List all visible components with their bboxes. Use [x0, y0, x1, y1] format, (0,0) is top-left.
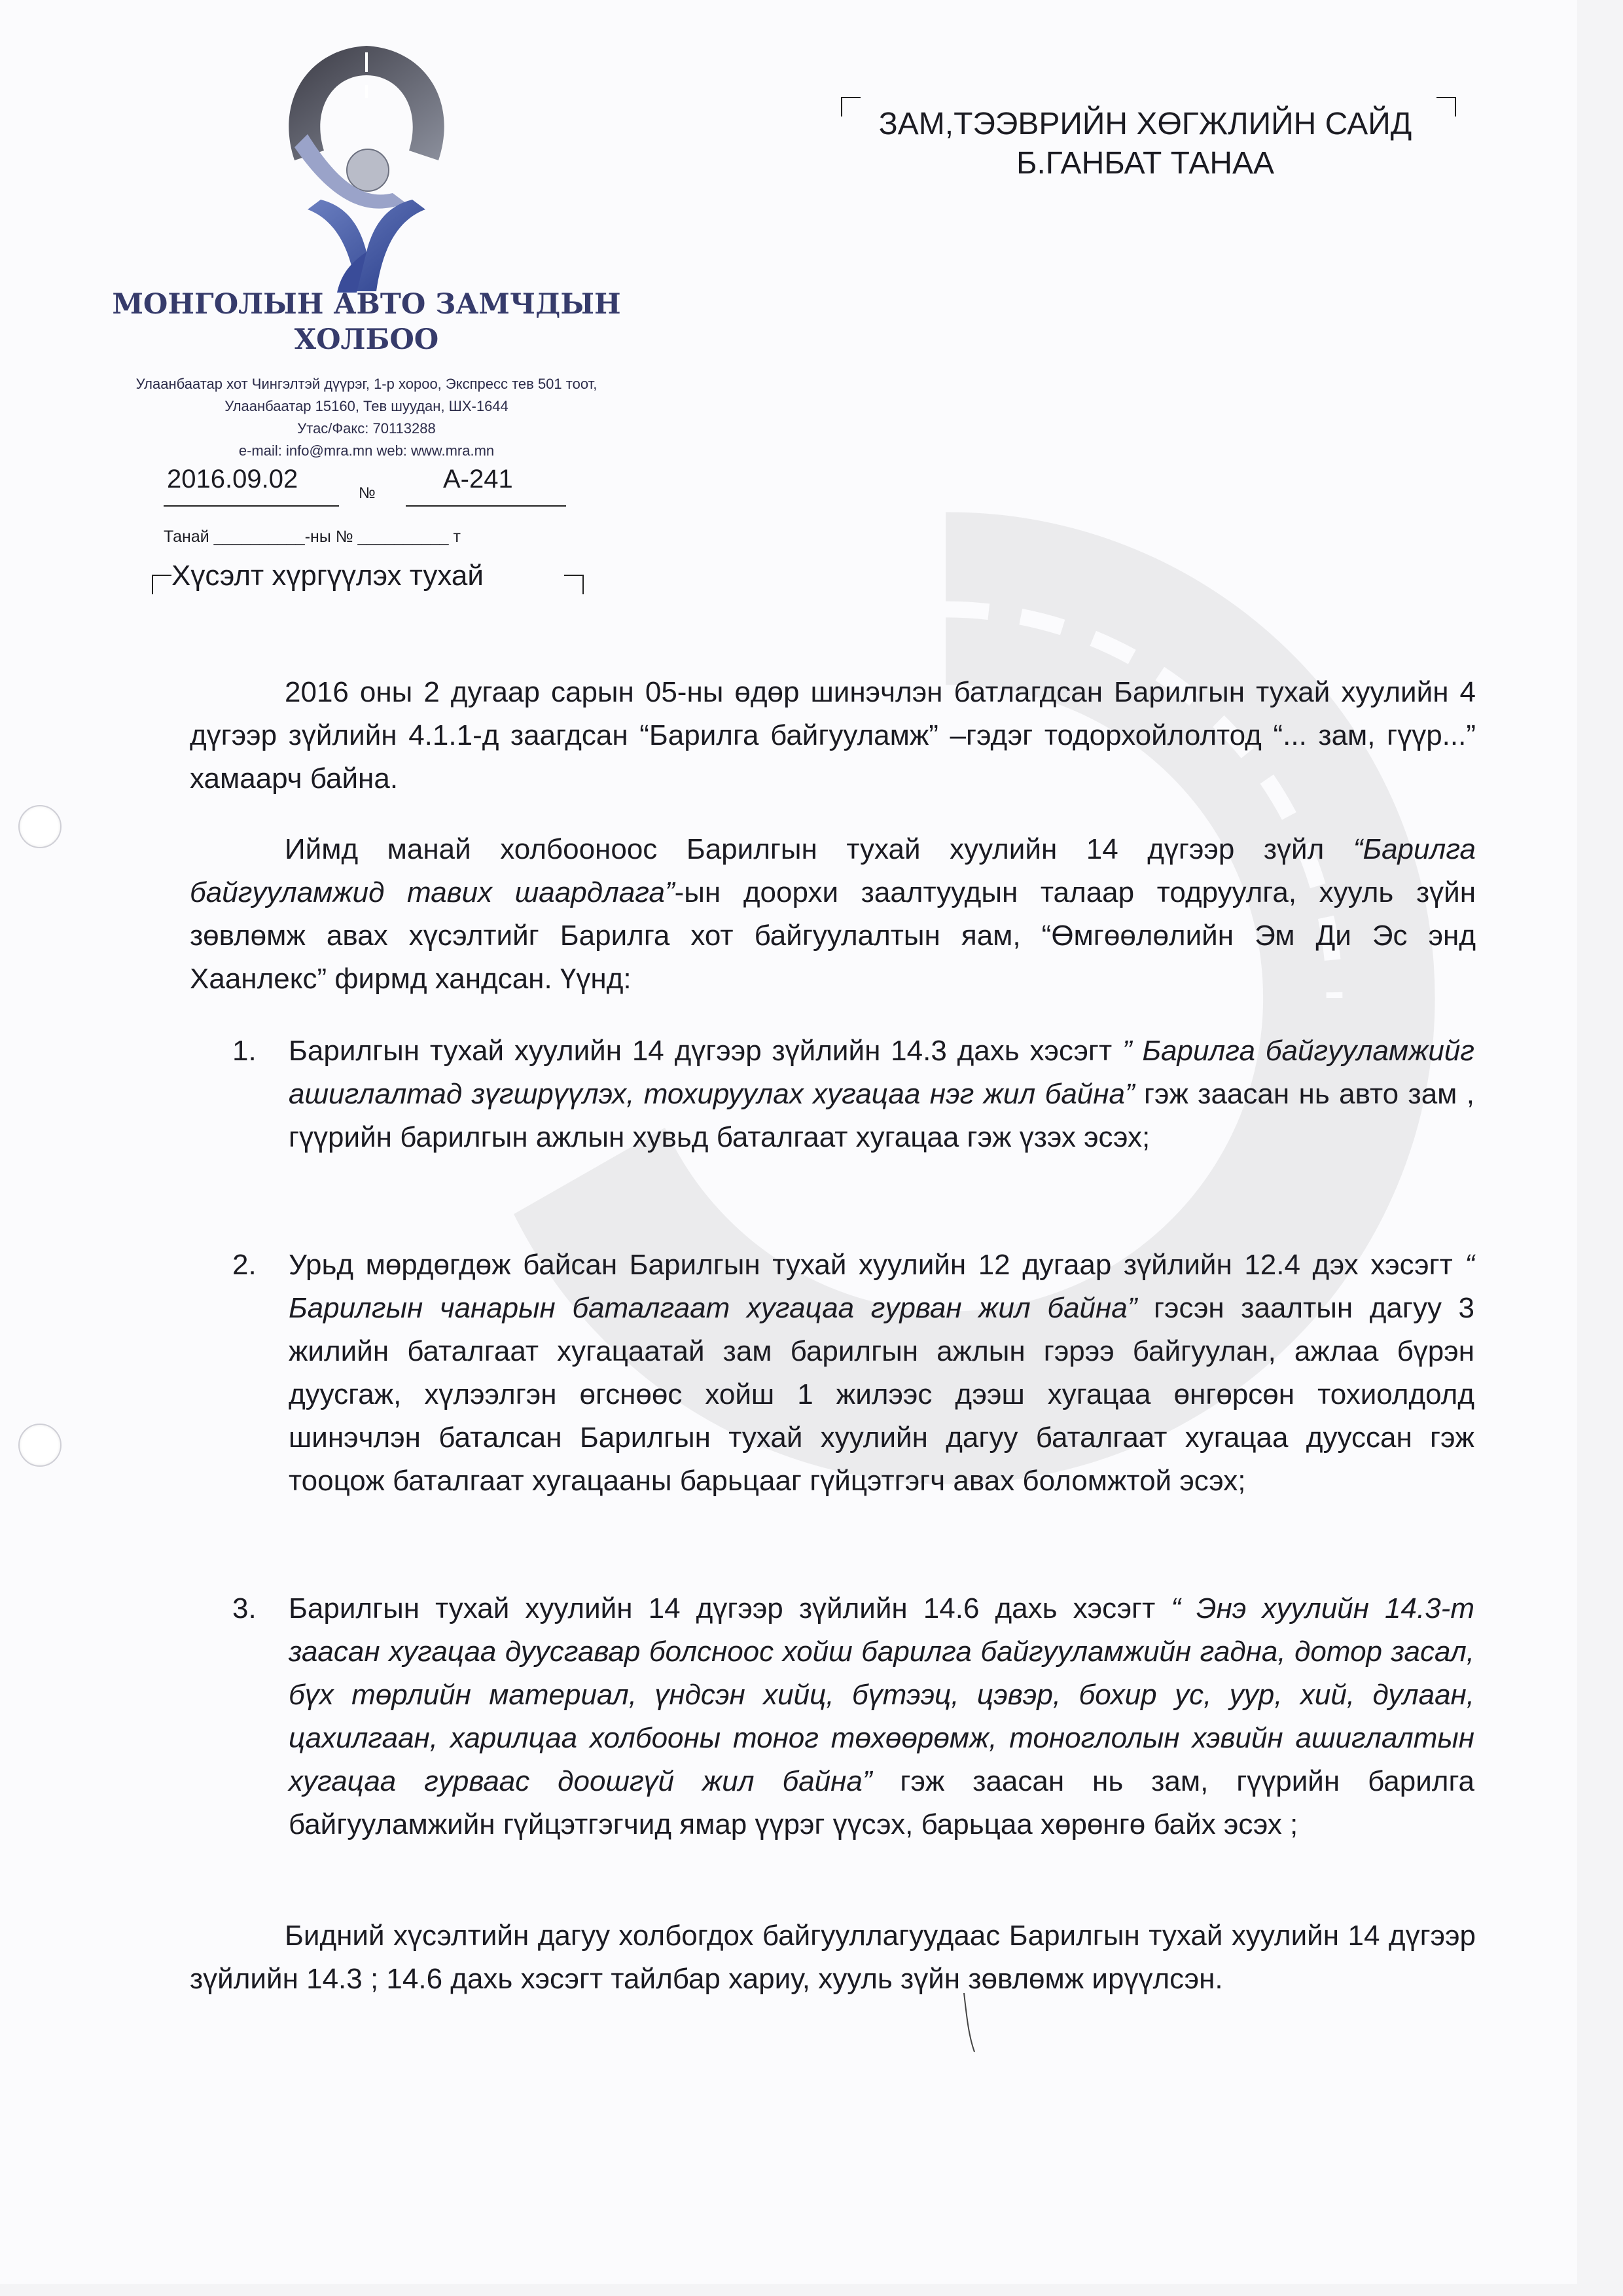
paragraph-3-text: Бидний хүсэлтийн дагуу холбогдох байгууллагуудаас Барилгын тухай хуулийн 14 дүгээр зүйлийн 14.3 ; 14.6 дахь хэсэгт тайлбар хариу, хууль зүйн зөвлөмж ирүүлсэн.	[190, 1920, 1476, 1995]
list-item-text-b: гэж заасан нь зам, гүүрийн барилга байгууламжийн гүйцэтгэгчид ямар үүрэг үүсэх, барьцаа хөрөнгө байх эсэх ;	[289, 1765, 1475, 1840]
paragraph-2	[190, 828, 1476, 1001]
paragraph-2-text-a: Иймд манай холбооноос Барилгын тухай хуулийн 14 дүгээр зүйл	[285, 833, 1353, 865]
recipient-title: ЗАМ,ТЭЭВРИЙН ХӨГЖЛИЙН САЙД	[878, 107, 1412, 141]
paragraph-3	[190, 1914, 1476, 2001]
recipient-bracket-right	[1436, 97, 1456, 117]
letter-date: 2016.09.02	[167, 465, 298, 493]
punch-hole-top	[18, 805, 62, 848]
organization-name-line2: ХОЛБОО	[294, 323, 439, 356]
address-line2: Улаанбаатар 15160, Тев шуудан, ШХ-1644	[224, 398, 508, 414]
organization-name-line1: МОНГОЛЫН АВТО ЗАМЧДЫН	[112, 288, 621, 321]
address-line1: Улаанбаатар хот Чингэлтэй дүүрэг, 1-р хороо, Экспресс тев 501 тоот,	[135, 376, 597, 392]
list-item-number: 1.	[232, 1035, 257, 1067]
subject-bracket-left	[152, 575, 171, 594]
paragraph-1-text: 2016 оны 2 дугаар сарын 05-ны өдөр шинэчлэн батлагдсан Барилгын тухай хуулийн 4 дүгээр зүйлийн 4.1.1-д заагдсан “Барилга байгууламж” –гэдэг тодорхойлолтод “... зам, гүүр...” хамаарч байна.	[190, 676, 1476, 795]
list-item-text	[289, 1244, 1474, 1503]
organization-logo	[268, 36, 465, 298]
list-item-text-b: гэж заасан нь авто зам , гүүрийн барилгын ажлын хувьд баталгаат хугацаа гэж үзэх эсэх;	[289, 1078, 1475, 1153]
punch-hole-bottom	[18, 1424, 62, 1467]
list-item-number: 2.	[232, 1249, 257, 1281]
paragraph-1	[190, 671, 1476, 800]
phone-fax: Утас/Факс: 70113288	[297, 420, 436, 437]
number-underline	[406, 505, 566, 507]
paragraph-2-quote: “Барилга байгууламжид тавих шаардлага”	[190, 833, 1476, 908]
organization-contact	[52, 373, 681, 462]
reference-line: Танай __________-ны № __________ т	[164, 528, 461, 546]
list-item-text	[289, 1587, 1474, 1846]
list-item-quote: “ Энэ хуулийн 14.3-т заасан хугацаа дуусгавар болсноос хойш барилга байгууламжийн гадна, дотор засал, бүх төрлийн материал, үндсэн хийц, бүтээц, цэвэр, бохир ус, уур, хий, дулаан, цахилгаан, харилцаа холбооны тоног төхөөрөмж, тоноглолын хэвийн ашиглалтын хугацаа гурваас доошгүй жил байна”	[289, 1592, 1474, 1797]
subject-bracket-right	[564, 575, 584, 594]
date-underline	[164, 505, 339, 507]
paragraph-2-text-b: -ын доорхи заалтуудын талаар тодруулга, хууль зүйн зөвлөмж авах хүсэлтийг Барилга хот байгуулалтын яам, “Өмгөөлөлийн Эм Ди Эс энд Хаанлекс” фирмд хандсан. Үүнд:	[190, 876, 1476, 995]
email-web: e-mail: info@mra.mn web: www.mra.mn	[238, 442, 495, 459]
letter-subject: Хүсэлт хүргүүлэх тухай	[171, 560, 484, 592]
letter-number: А-241	[443, 465, 513, 493]
list-item-quote: “ Барилгын чанарын баталгаат хугацаа гурван жил байна”	[289, 1249, 1474, 1324]
list-item-quote: ” Барилга байгууламжийг ашиглалтад зүгшрүүлэх, тохируулах хугацаа нэг жил байна”	[289, 1035, 1474, 1110]
organization-name	[98, 287, 635, 357]
recipient-name: Б.ГАНБАТ ТАНАА	[1016, 146, 1275, 181]
list-item-text-a: Барилгын тухай хуулийн 14 дүгээр зүйлийн 14.3 дахь хэсэгт	[289, 1035, 1122, 1067]
list-item-text	[289, 1030, 1474, 1159]
number-label: №	[359, 484, 376, 502]
pen-stroke-mark	[959, 1990, 978, 2055]
list-item-text-b: гэсэн заалтын дагуу 3 жилийн баталгаат хугацаатай зам барилгын ажлын гэрээ байгуулан, ажлаа бүрэн дуусгаж, хүлээлгэн өгснөөс хойш 1 жилээс дээш хугацаа өнгөрсөн тохиолдолд шинэчлэн баталсан Барилгын тухай хуулийн дагуу баталгаат хугацаа дууссан гэж тооцож баталгаат хугацааны барьцааг гүйцэтгэгч авах боломжтой эсэх;	[289, 1292, 1475, 1497]
list-item-text-a: Барилгын тухай хуулийн 14 дүгээр зүйлийн 14.6 дахь хэсэгт	[289, 1592, 1171, 1624]
list-item-text-a: Урьд мөрдөгдөж байсан Барилгын тухай хуулийн 12 дугаар зүйлийн 12.4 дэх хэсэгт	[289, 1249, 1465, 1281]
recipient	[831, 105, 1459, 183]
list-item-number: 3.	[232, 1592, 257, 1624]
